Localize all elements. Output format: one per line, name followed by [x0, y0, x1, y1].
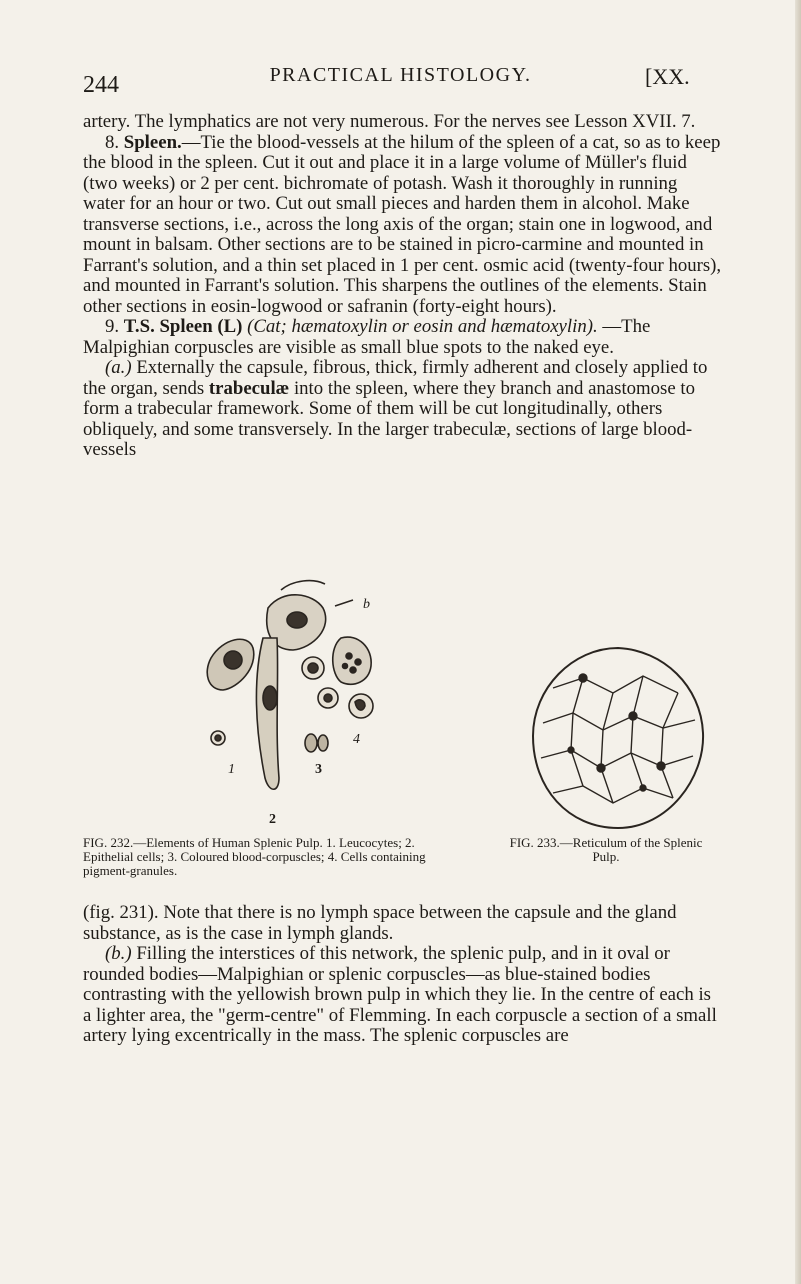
paragraph-continuation: artery. The lymphatics are not very numerous. For the nerves see Lesson XVII. 7. — [83, 111, 696, 132]
paragraph-splenic-pulp — [83, 944, 723, 1047]
paragraph-heading: T.S. Spleen (L) — [123, 316, 243, 337]
page-edge — [795, 0, 801, 1284]
figure-232-caption: FIG. 232.—Elements of Human Splenic Pulp. 1. Leucocytes; 2. Epithelial cells; 3. Coloured blood-corpuscles; 4. Cells containing pigment-granules. — [83, 835, 426, 878]
paragraph-spleen — [83, 133, 723, 318]
body-text-upper — [83, 112, 723, 461]
paragraph-text: Filling the interstices of this network, the splenic pulp, and in it oval or rounded bodies—Malpighian or splenic corpuscles—as blue-stained bodies contrasting with the yellowish brown pulp in which they lie. In the centre of each is a lighter area, the "germ-centre" of Flemming. In each corpuscle a section of a small artery lying excentrically in the mass. The splenic corpuscles are — [83, 943, 717, 1046]
bold-term: trabeculæ — [208, 377, 290, 399]
item-label: (b.) — [105, 943, 132, 964]
running-title: PRACTICAL HISTOLOGY. — [269, 64, 532, 86]
page-number: 244 — [83, 72, 119, 98]
figures-area — [83, 578, 723, 833]
paragraph-text: into the spleen, where they branch and anastomose to form a trabecular framework. Some of them will be cut longitudinally, others obliquely, and some transversely. In the larger trabeculæ, sections of large blood-vessels — [83, 377, 696, 460]
figure-label-b: b — [363, 597, 370, 612]
section-marker: [XX. — [645, 64, 690, 89]
paragraph-ts-spleen — [83, 317, 723, 358]
paragraph-number: 9. — [105, 316, 120, 337]
page-header — [0, 58, 801, 98]
paragraph-body: —Tie the blood-vessels at the hilum of the spleen of a cat, so as to keep the blood in the spleen. Cut it out and place it in a large volume of Müller's fluid (two weeks) or 2 per cent. bichromate of potash. Wash it thoroughly in running water for an hour or two. Cut out small pieces and harden them in alcohol. Make transverse sections, i.e., across the long axis of the organ; stain one in logwood, and mount in balsam. Other sections are to be stained in picro-carmine and mounted in Farrant's solution, and a thin set placed in 1 per cent. osmic acid (twenty-four hours), and mounted in Farrant's solution. This sharpens the outlines of the elements. Stain other sections in eosin-logwood or safranin (forty-eight hours). — [83, 131, 722, 317]
paragraph-number: 8. — [105, 131, 120, 153]
paragraph-lymph-space: (fig. 231). Note that there is no lymph space between the capsule and the gland substance, as is the case in lymph glands. — [83, 902, 677, 944]
figure-233-illustration — [523, 638, 713, 838]
paragraph-italic-note: (Cat; hæmatoxylin or eosin and hæmatoxylin). — [247, 316, 598, 337]
item-label: (a.) — [105, 357, 132, 378]
figure-233-caption: FIG. 233.—Reticulum of the Splenic Pulp. — [509, 835, 703, 864]
paragraph-body: —The Malpighian corpuscles are visible as small blue spots to the naked eye. — [83, 316, 651, 358]
figure-232-illustration — [193, 578, 403, 828]
figure-label-2: 2 — [269, 812, 276, 827]
figure-label-1: 1 — [228, 762, 235, 777]
figure-label-4: 4 — [353, 732, 360, 747]
body-text-lower — [83, 903, 723, 1047]
paragraph-heading: Spleen. — [123, 131, 182, 153]
paragraph-text: Externally the capsule, fibrous, thick, firmly adherent and closely applied to the organ, sends — [83, 357, 708, 399]
figure-label-3: 3 — [315, 762, 322, 777]
paragraph-capsule — [83, 358, 723, 461]
